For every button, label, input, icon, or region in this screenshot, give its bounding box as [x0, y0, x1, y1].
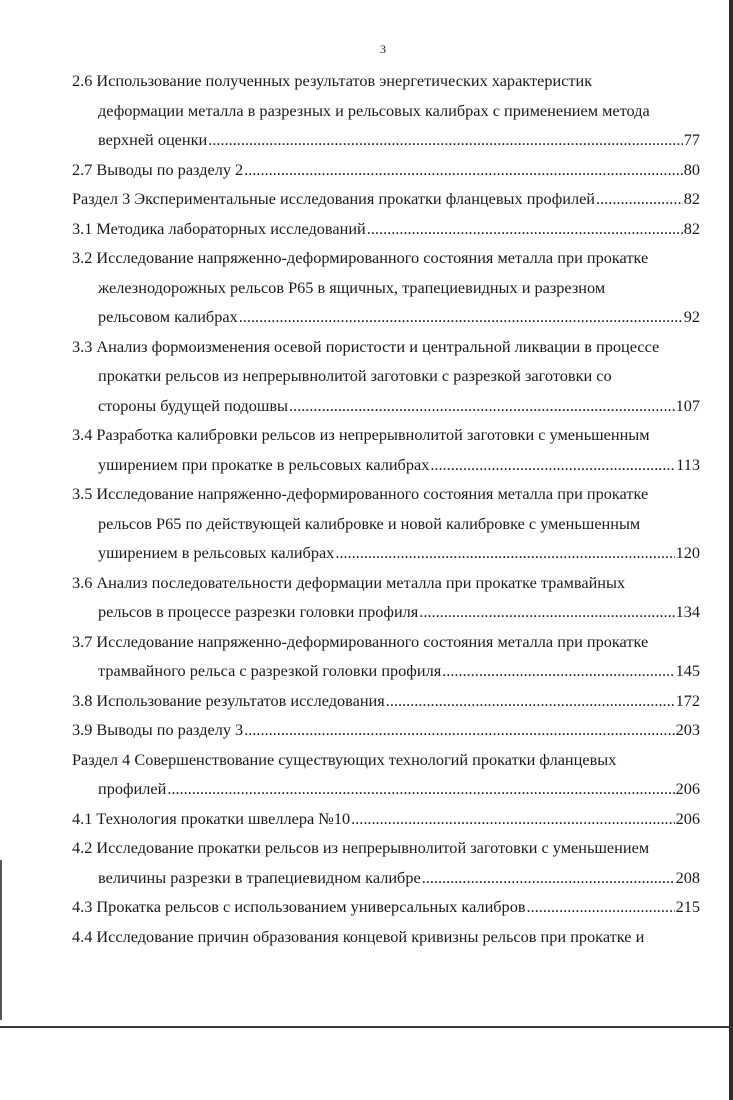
toc-entry-text: 3.4 Разработка калибровки рельсов из непрерывнолитой заготовки с уменьшенным — [72, 425, 650, 444]
toc-page-number: 134 — [675, 602, 700, 621]
toc-leader-dots — [527, 892, 675, 922]
toc-page-number: 107 — [675, 395, 700, 415]
toc-line — [72, 361, 700, 391]
toc-entry — [72, 332, 700, 421]
toc-line — [72, 656, 700, 686]
toc-page-number: 203 — [675, 720, 700, 739]
toc-line — [72, 509, 700, 539]
toc-entry-text: 3.3 Анализ формоизменения осевой пористости и центральной ликвации в процессе — [72, 336, 660, 356]
toc-entry-text: уширением в рельсовых калибрах — [98, 543, 335, 562]
toc-page-number: 92 — [683, 307, 700, 326]
toc-entry-text: 3.7 Исследование напряженно-деформированного состояния металла при прокатке — [72, 631, 649, 651]
toc-line — [72, 627, 700, 657]
toc-line — [72, 922, 700, 952]
toc-entry-text: прокатки рельсов из непрерывнолитой заготовки с разрезкой заготовки со — [98, 366, 612, 385]
toc-leader-dots — [208, 125, 682, 155]
toc-entry — [72, 745, 700, 804]
toc-leader-dots — [244, 715, 674, 745]
toc-line — [72, 155, 700, 185]
toc-leader-dots — [335, 538, 674, 568]
toc-entry-text: уширением при прокатке в рельсовых калибрах — [98, 454, 430, 474]
scan-edge-left — [0, 860, 2, 1020]
toc-leader-dots — [239, 302, 683, 332]
toc-page-number: 77 — [683, 130, 700, 149]
toc-entry-text: 4.1 Технология прокатки швеллера №10 — [72, 808, 351, 828]
toc-entry-text: железнодорожных рельсов Р65 в ящичных, трапециевидных и разрезном — [98, 277, 606, 297]
toc-line — [72, 892, 700, 922]
toc-leader-dots — [367, 214, 683, 244]
toc-line — [72, 774, 700, 804]
toc-page-number: 206 — [675, 779, 700, 798]
toc-entry-text: 3.1 Методика лабораторных исследований — [72, 218, 366, 238]
toc-entry-text: рельсов в процессе разрезки головки профиля — [98, 602, 419, 621]
toc-line — [72, 538, 700, 568]
toc-entry — [72, 243, 700, 332]
toc-leader-dots — [419, 597, 674, 627]
toc-entry — [72, 214, 700, 244]
toc-entry-text: 2.6 Использование полученных результатов энергетических характеристик — [72, 71, 593, 90]
toc-entry — [72, 479, 700, 568]
toc-line — [72, 863, 700, 893]
toc-entry-text: стороны будущей подошвы — [98, 395, 288, 415]
toc-entry-text: трамвайного рельса с разрезкой головки профиля — [98, 661, 442, 680]
toc-entry — [72, 66, 700, 155]
toc-page-number: 206 — [675, 808, 700, 828]
toc-line — [72, 273, 700, 303]
toc-page-number: 215 — [675, 897, 700, 916]
toc-entry-text: верхней оценки — [98, 130, 208, 149]
toc-entry-text: 2.7 Выводы по разделу 2 — [72, 159, 244, 179]
toc-line — [72, 479, 700, 509]
scan-edge-bottom — [0, 1026, 733, 1028]
toc-line — [72, 184, 700, 214]
toc-entry — [72, 184, 700, 214]
page-number: 3 — [380, 42, 386, 56]
toc-page-number: 172 — [675, 690, 700, 710]
toc-entry — [72, 420, 700, 479]
toc-leader-dots — [244, 155, 683, 185]
toc-page-number: 80 — [683, 159, 700, 179]
toc-entry — [72, 804, 700, 834]
toc-leader-dots — [351, 804, 674, 834]
toc-page-number: 113 — [676, 454, 700, 474]
toc-entry-text: 4.2 Исследование прокатки рельсов из непрерывнолитой заготовки с уменьшением — [72, 838, 650, 857]
toc-line — [72, 686, 700, 716]
toc-entry — [72, 627, 700, 686]
toc-line — [72, 745, 700, 775]
toc-entry-text: деформации металла в разрезных и рельсовых калибрах с применением метода — [98, 100, 650, 120]
toc-entry — [72, 155, 700, 185]
toc-page-number: 82 — [683, 218, 700, 238]
toc-entry-text: 3.9 Выводы по разделу 3 — [72, 720, 244, 739]
toc-leader-dots — [167, 774, 674, 804]
toc-leader-dots — [386, 686, 675, 716]
toc-entry-text: Раздел 4 Совершенствование существующих технологий прокатки фланцевых — [72, 749, 617, 769]
toc-page-number: 82 — [683, 189, 700, 208]
toc-entry — [72, 922, 700, 952]
toc-entry — [72, 892, 700, 922]
toc-page-number: 145 — [675, 661, 700, 680]
toc-entry-text: величины разрезки в трапециевидном калибре — [98, 867, 421, 887]
toc-entry-text: 3.6 Анализ последовательности деформации металла при прокатке трамвайных — [72, 572, 626, 592]
toc-line — [72, 391, 700, 421]
toc-line — [72, 804, 700, 834]
toc-entry — [72, 686, 700, 716]
toc-entry-text: 3.5 Исследование напряженно-деформированного состояния металла при прокатке — [72, 484, 649, 503]
toc-line — [72, 597, 700, 627]
toc-line — [72, 833, 700, 863]
toc-line — [72, 96, 700, 126]
toc-line — [72, 125, 700, 155]
toc-entry-text: 4.3 Прокатка рельсов с использованием универсальных калибров — [72, 897, 526, 916]
toc-page-number: 208 — [675, 867, 700, 887]
toc-line — [72, 66, 700, 96]
toc-page-number: 120 — [675, 543, 700, 562]
toc-line — [72, 243, 700, 273]
toc-entry — [72, 833, 700, 892]
toc-entry-text: профилей — [98, 779, 167, 798]
toc-line — [72, 332, 700, 362]
toc-entry — [72, 568, 700, 627]
toc-leader-dots — [422, 863, 675, 893]
table-of-contents — [72, 66, 700, 951]
toc-leader-dots — [596, 184, 683, 214]
toc-line — [72, 450, 700, 480]
toc-leader-dots — [430, 450, 675, 480]
toc-leader-dots — [442, 656, 674, 686]
toc-line — [72, 568, 700, 598]
toc-entry-text: 3.2 Исследование напряженно-деформированного состояния металла при прокатке — [72, 248, 649, 267]
toc-entry — [72, 715, 700, 745]
toc-entry-text: 4.4 Исследование причин образования концевой кривизны рельсов при прокатке и — [72, 926, 645, 946]
toc-line — [72, 420, 700, 450]
scan-edge-right — [729, 0, 733, 1100]
toc-leader-dots — [289, 391, 675, 421]
toc-line — [72, 302, 700, 332]
toc-entry-text: рельсов Р65 по действующей калибровке и новой калибровке с уменьшенным — [98, 513, 641, 533]
toc-entry-text: рельсовом калибрах — [98, 307, 238, 326]
toc-entry-text: 3.8 Использование результатов исследования — [72, 690, 385, 710]
toc-line — [72, 715, 700, 745]
toc-line — [72, 214, 700, 244]
toc-entry-text: Раздел 3 Экспериментальные исследования прокатки фланцевых профилей — [72, 189, 596, 208]
